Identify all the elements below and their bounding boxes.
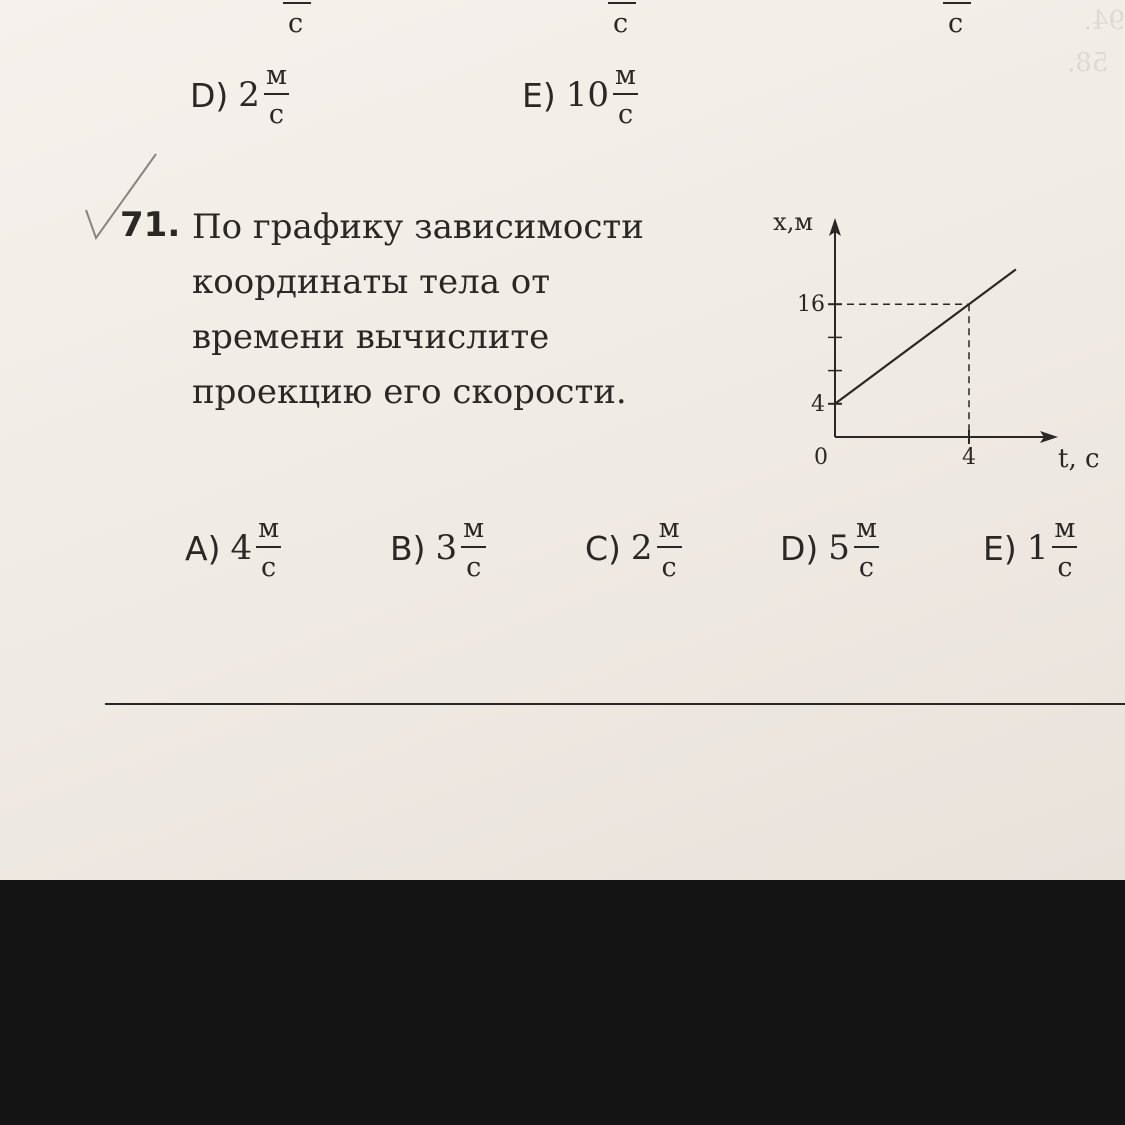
unit-numerator: м bbox=[264, 62, 289, 95]
question-line: времени вычислите bbox=[192, 317, 550, 357]
question-line: По графику зависимости bbox=[192, 207, 644, 247]
y-tick-label: 16 bbox=[797, 292, 825, 318]
unit-denominator: с bbox=[617, 99, 634, 130]
option-letter: D) bbox=[780, 528, 819, 568]
unit-fraction bbox=[461, 515, 486, 581]
unit-fraction bbox=[264, 62, 289, 128]
x-tick-label: 0 bbox=[814, 445, 828, 470]
chart-axes bbox=[828, 218, 1058, 444]
top-fraction-bar-2 bbox=[608, 2, 636, 4]
chart-labels bbox=[773, 208, 1099, 474]
bleed-through-text: 94. 58. bbox=[1067, 6, 1125, 78]
question-line: координаты тела от bbox=[192, 262, 551, 302]
unit-fraction bbox=[657, 515, 682, 581]
unit-numerator: м bbox=[256, 515, 281, 548]
unit-denominator: с bbox=[466, 552, 482, 583]
unit-fraction bbox=[1052, 515, 1077, 581]
prev-option-e[interactable] bbox=[522, 62, 638, 128]
option-value: 5 bbox=[828, 528, 850, 568]
position-time-graph bbox=[740, 200, 1125, 490]
unit-denominator: с bbox=[268, 99, 284, 130]
option-value: 1 bbox=[1026, 528, 1049, 568]
top-fraction-den-1: c bbox=[288, 8, 304, 39]
series-line-0 bbox=[835, 269, 1016, 403]
prev-option-d[interactable] bbox=[190, 62, 289, 128]
unit-denominator: с bbox=[858, 552, 874, 583]
option-value: 4 bbox=[230, 528, 253, 568]
option-letter: D) bbox=[190, 75, 229, 115]
unit-numerator: м bbox=[613, 62, 638, 95]
unit-numerator: м bbox=[1052, 515, 1077, 548]
unit-denominator: с bbox=[1057, 552, 1073, 583]
option-value: 2 bbox=[238, 75, 260, 115]
option-value: 2 bbox=[630, 528, 653, 568]
answer-option-d[interactable] bbox=[780, 515, 879, 581]
y-tick-label: 4 bbox=[811, 391, 825, 417]
top-fraction-bar-1 bbox=[283, 2, 311, 4]
option-value: 10 bbox=[565, 75, 609, 115]
option-letter: B) bbox=[390, 528, 426, 568]
top-fraction-den-2: c bbox=[613, 8, 629, 39]
unit-denominator: с bbox=[661, 552, 677, 583]
question-text bbox=[192, 200, 672, 420]
unit-fraction bbox=[256, 515, 281, 581]
option-letter: E) bbox=[522, 75, 556, 115]
option-value: 3 bbox=[435, 528, 458, 568]
x-axis-label: t, c bbox=[1058, 444, 1100, 474]
section-divider bbox=[105, 703, 1125, 705]
unit-fraction bbox=[854, 515, 879, 581]
answer-option-a[interactable] bbox=[185, 515, 281, 581]
answer-option-c[interactable] bbox=[585, 515, 682, 581]
option-letter: A) bbox=[185, 528, 221, 568]
chart-guides bbox=[835, 304, 969, 437]
question-line: проекцию его скорости. bbox=[192, 372, 627, 412]
top-fraction-bar-3 bbox=[943, 2, 971, 4]
x-tick-label: 4 bbox=[962, 445, 976, 470]
unit-fraction bbox=[613, 62, 638, 128]
top-fraction-den-3: c bbox=[948, 8, 964, 39]
question-number: 71. bbox=[120, 205, 181, 245]
unit-numerator: м bbox=[854, 515, 879, 548]
option-letter: C) bbox=[585, 528, 621, 568]
unit-numerator: м bbox=[657, 515, 682, 548]
chart-series bbox=[835, 269, 1016, 404]
unit-numerator: м bbox=[461, 515, 486, 548]
y-axis-label: x,м bbox=[773, 208, 813, 236]
answer-option-b[interactable] bbox=[390, 515, 486, 581]
answer-option-e[interactable] bbox=[983, 515, 1077, 581]
unit-denominator: с bbox=[261, 552, 277, 583]
option-letter: E) bbox=[983, 528, 1017, 568]
